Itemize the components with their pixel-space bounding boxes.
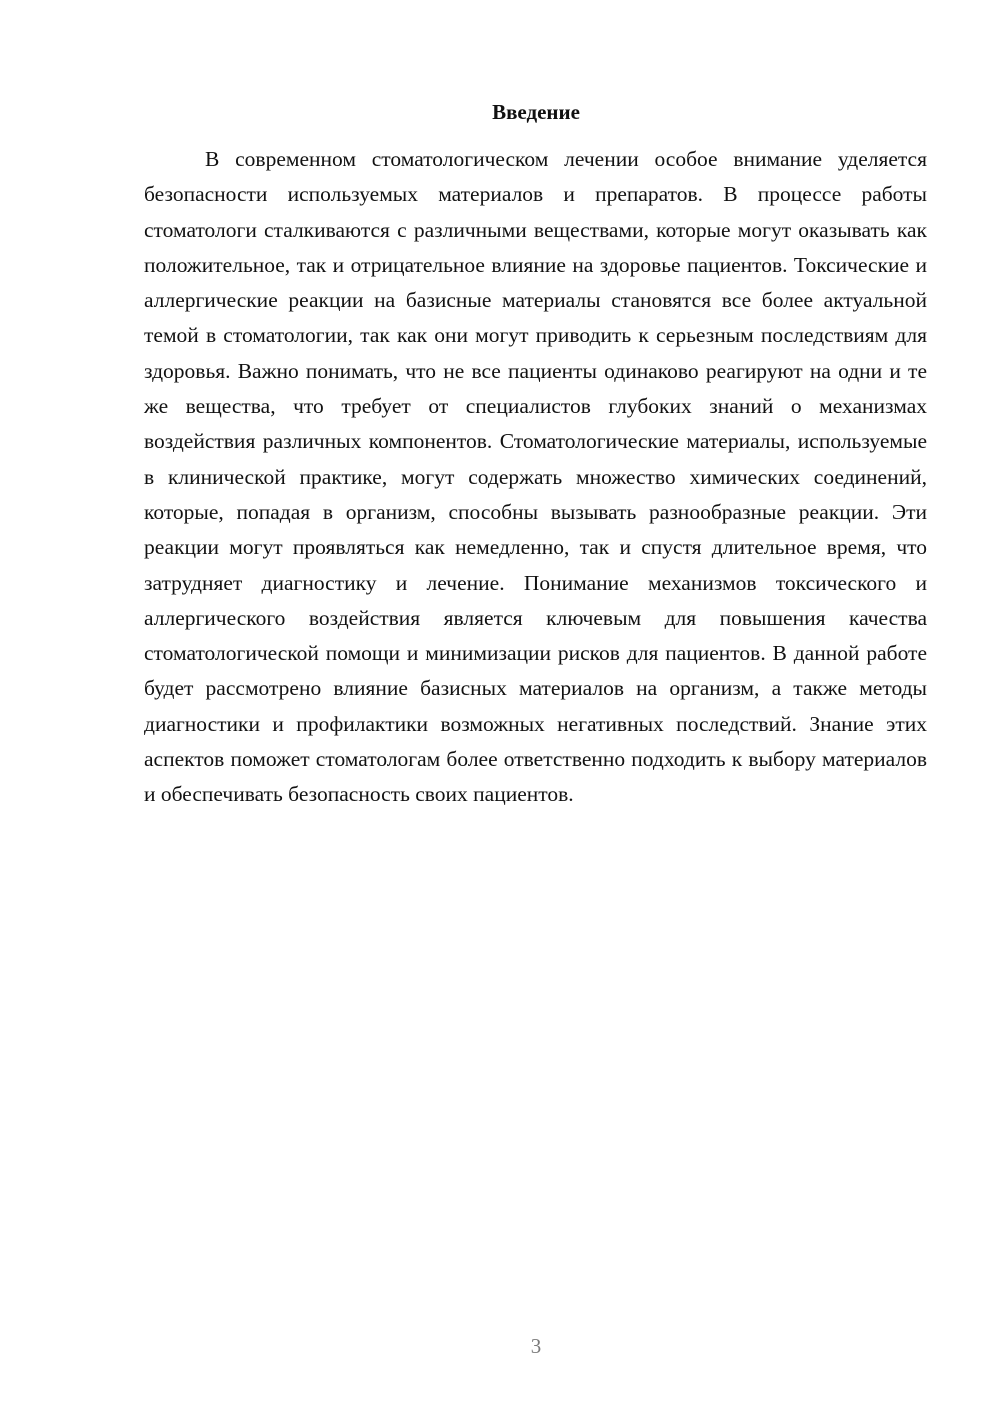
section-heading: Введение: [492, 100, 580, 124]
page-number: 3: [530, 1334, 542, 1358]
body-paragraph: В современном стоматологическом лечении особое внимание уделяется безопасности используемых материалов и препаратов. В процессе работы стоматологи сталкиваются с различными веществами, которые могут оказывать как положительное, так и отрицательное влияние на здоровье пациентов. Токсические и аллергические реакции на базисные материалы становятся все более актуальной темой в стоматологии, так как они могут приводить к серьезным последствиям для здоровья. Важно понимать, что не все пациенты одинаково реагируют на одни и те же вещества, что требует от специалистов глубоких знаний о механизмах воздействия различных компонентов. Стоматологические материалы, используемые в клинической практике, могут содержать множество химических соединений, которые, попадая в организм, способны вызывать разнообразные реакции. Эти реакции могут проявляться как немедленно, так и спустя длительное время, что затрудняет диагностику и лечение. Понимание механизмов токсического и аллергического воздействия является ключевым для повышения качества стоматологической помощи и минимизации рисков для пациентов. В данной работе будет рассмотрено влияние базисных материалов на организм, а также методы диагностики и профилактики возможных негативных последствий. Знание этих аспектов поможет стоматологам более ответственно подходить к выбору материалов и обеспечивать безопасность своих пациентов.: [144, 147, 927, 807]
